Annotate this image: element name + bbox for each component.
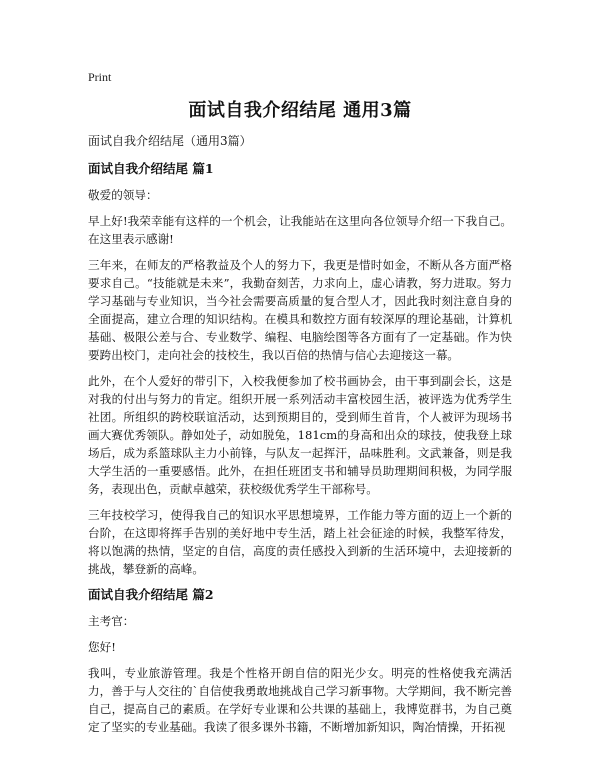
section-2-greeting: 您好! <box>88 640 116 654</box>
section-2 <box>88 586 512 736</box>
section-2-salutation: 主考官： <box>88 614 135 628</box>
page-title: 面试自我介绍结尾 通用3篇 <box>188 100 412 121</box>
section-2-paragraph: 我叫，专业旅游管理。我是个性格开朗自信的阳光少女。明亮的性格使我充满活力，善于与人交往的`自信使我勇敢地挑战自己学习新事物。大学期间，我不断完善自己，提高自己的素质。在学好专业课和公共课的基础上，我博览群书，为自己奠定了坚实的专业基础。我读了很多课外书籍，不断增加新知识，陶冶情操，开拓视 <box>88 666 512 734</box>
section-1-heading: 面试自我介绍结尾 篇1 <box>88 161 214 176</box>
section-1-salutation: 敬爱的领导： <box>88 188 158 202</box>
print-label: Print <box>88 70 112 84</box>
section-1-paragraph: 三年来，在师友的严格教益及个人的努力下，我更是惜时如金，不断从各方面严格要求自己。“技能就是未来”，我勤奋刻苦，力求向上，虚心请教，努力进取。努力学习基础与专业知识，当今社会需要高质量的复合型人才，因此我时刻注意自身的全面提高，建立合理的知识结构。在模具和数控方面有较深厚的理论基础，计算机基础、极限公差与合、专业数学、编程、电脑绘图等各方面有了一定基础。作为快要跨出校门，走向社会的技校生，我以百倍的热情与信心去迎接这一幕。 <box>88 258 512 362</box>
section-1 <box>88 160 512 578</box>
document-subtitle: 面试自我介绍结尾（通用3篇） <box>88 134 252 148</box>
section-1-paragraph: 早上好!我荣幸能有这样的一个机会，让我能站在这里向各位领导介绍一下我自己。在这里表示感谢! <box>88 214 512 246</box>
section-1-paragraph: 三年技校学习，使得我自己的知识水平思想境界，工作能力等方面的迈上一个新的台阶，在这即将挥手告别的美好地中专生活，踏上社会征途的时候，我整军待发，将以饱满的热情，坚定的自信，高度的责任感投入到新的生活环境中，去迎接新的挑战，攀登新的高峰。 <box>88 508 512 576</box>
section-2-heading: 面试自我介绍结尾 篇2 <box>88 587 214 602</box>
section-1-paragraph: 此外，在个人爱好的带引下，入校我便参加了校书画协会，由干事到副会长，这是对我的付出与努力的肯定。组织开展一系列活动丰富校园生活，被评选为优秀学生社团。所组织的跨校联谊活动，达到预期目的，受到师生首肯，个人被评为现场书画大赛优秀领队。静如处子，动如脱兔，181cm的身高和出众的球技，使我登上球场后，成为系篮球队主力小前锋，与队友一起挥汗，品味胜利。文武兼备，则是我大学生活的一重要感悟。此外，在担任班团支书和辅导员助理期间积极，为同学服务，表现出色，贡献卓越荣，获校级优秀学生干部称号。 <box>88 374 512 496</box>
